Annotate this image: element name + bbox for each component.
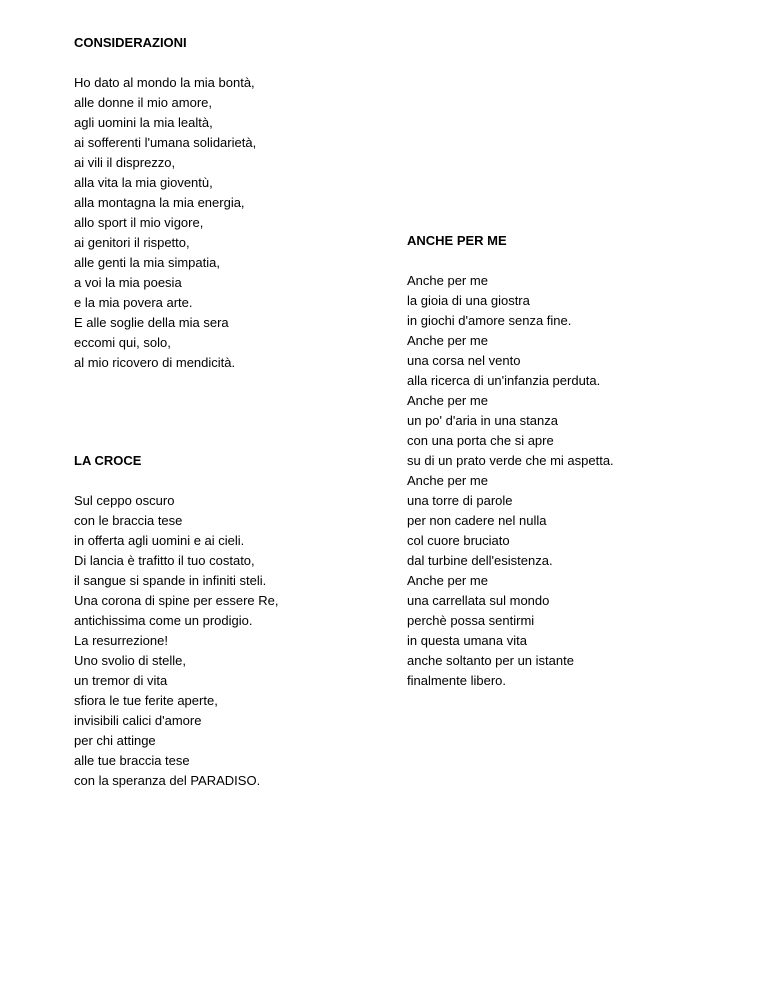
poem-line: La resurrezione! [74,633,168,648]
poem-title: LA CROCE [74,453,142,468]
poem-line: perchè possa sentirmi [407,613,535,628]
poem-line: con la speranza del PARADISO. [74,773,261,788]
poem-line: ai sofferenti l'umana solidarietà, [74,135,257,150]
poem-title: CONSIDERAZIONI [74,35,187,50]
poem-line: con le braccia tese [74,513,183,528]
poem-line: E alle soglie della mia sera [74,315,229,330]
poem-line: alle tue braccia tese [74,753,190,768]
poem-line: una torre di parole [407,493,513,508]
poem-line: ai genitori il rispetto, [74,235,190,250]
poem-line: invisibili calici d'amore [74,713,202,728]
poem-lines [74,73,256,373]
poem-line: dal turbine dell'esistenza. [407,553,553,568]
poem-line: per non cadere nel nulla [407,513,547,528]
poem-line: alle genti la mia simpatia, [74,255,220,270]
poem-line: allo sport il mio vigore, [74,215,204,230]
poem-line: Ho dato al mondo la mia bontà, [74,75,255,90]
poem-line: ai vili il disprezzo, [74,155,176,170]
poem-line: Uno svolio di stelle, [74,653,186,668]
poem-line: al mio ricovero di mendicità. [74,355,236,370]
poem-considerazioni [74,33,256,373]
poem-line: un po' d'aria in una stanza [407,413,558,428]
poem-line: una corsa nel vento [407,353,521,368]
poem-line: finalmente libero. [407,673,506,688]
poem-line: con una porta che si apre [407,433,554,448]
poem-line: Sul ceppo oscuro [74,493,175,508]
poem-line: in offerta agli uomini e ai cieli. [74,533,245,548]
poem-anche-per-me [407,231,614,691]
poem-line: eccomi qui, solo, [74,335,171,350]
poem-title: ANCHE PER ME [407,233,507,248]
poem-line: Anche per me [407,473,488,488]
poem-line: Anche per me [407,573,488,588]
poem-line: Anche per me [407,333,488,348]
poem-line: Una corona di spine per essere Re, [74,593,279,608]
poem-line: antichissima come un prodigio. [74,613,253,628]
poem-line: per chi attinge [74,733,156,748]
poem-line: la gioia di una giostra [407,293,530,308]
poem-line: su di un prato verde che mi aspetta. [407,453,614,468]
poem-line: alle donne il mio amore, [74,95,213,110]
poem-lines [407,271,614,691]
poem-line: in giochi d'amore senza fine. [407,313,572,328]
poem-line: a voi la mia poesia [74,275,182,290]
poem-line: Anche per me [407,273,488,288]
poem-spacer [74,471,279,491]
poem-line: alla montagna la mia energia, [74,195,245,210]
poem-spacer [407,251,614,271]
poem-line: Di lancia è trafitto il tuo costato, [74,553,255,568]
poem-line: e la mia povera arte. [74,295,193,310]
poem-lines [74,491,279,791]
poem-line: in questa umana vita [407,633,527,648]
poem-line: il sangue si spande in infiniti steli. [74,573,267,588]
poem-line: una carrellata sul mondo [407,593,550,608]
poem-line: sfiora le tue ferite aperte, [74,693,218,708]
poem-line: Anche per me [407,393,488,408]
poem-line: alla ricerca di un'infanzia perduta. [407,373,601,388]
poem-la-croce [74,451,279,791]
poem-line: anche soltanto per un istante [407,653,574,668]
poem-line: col cuore bruciato [407,533,510,548]
poem-line: agli uomini la mia lealtà, [74,115,213,130]
poem-line: alla vita la mia gioventù, [74,175,213,190]
poem-spacer [74,53,256,73]
poem-line: un tremor di vita [74,673,168,688]
